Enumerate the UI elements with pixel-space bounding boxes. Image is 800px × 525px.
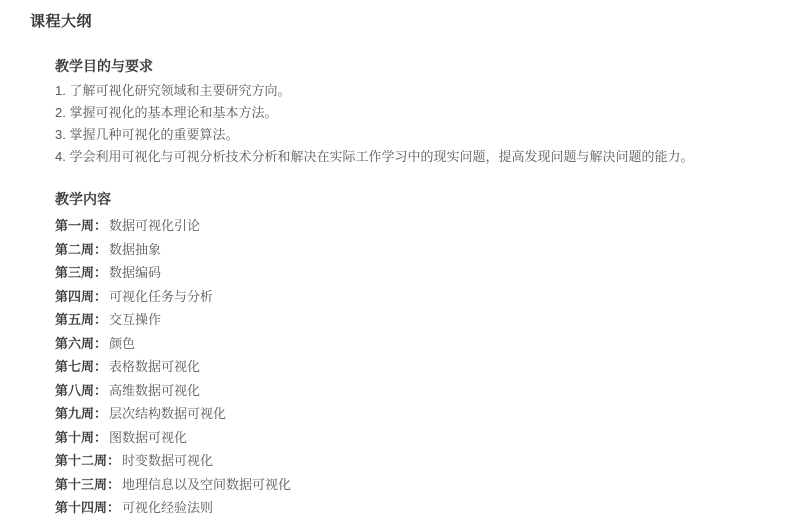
- week-label: 第十二周：: [55, 453, 121, 468]
- week-topic: 可视化经验法则: [122, 500, 214, 515]
- week-topic: 数据抽象: [109, 241, 162, 257]
- week-topic: 图数据可视化: [109, 429, 188, 445]
- week-label: 第十三周：: [55, 476, 121, 492]
- weeks-list: [55, 219, 770, 515]
- objective-item: 1. 了解可视化研究领域和主要研究方向。: [55, 83, 291, 98]
- week-row: [55, 219, 770, 233]
- week-row: [55, 290, 770, 304]
- week-label: 第四周：: [55, 288, 108, 304]
- week-label: 第三周：: [55, 265, 108, 280]
- week-row: [55, 360, 770, 374]
- week-label: 第二周：: [55, 241, 108, 257]
- week-label: 第七周：: [55, 359, 108, 374]
- week-label: 第十周：: [55, 429, 108, 445]
- week-topic: 高维数据可视化: [109, 382, 201, 398]
- week-topic: 表格数据可视化: [109, 359, 201, 374]
- week-row: [55, 501, 770, 515]
- week-label: 第十四周：: [55, 500, 121, 515]
- week-label: 第五周：: [55, 312, 108, 327]
- week-row: [55, 313, 770, 327]
- document-body: [55, 58, 770, 515]
- week-label: 第八周：: [55, 382, 108, 398]
- section-heading-objectives: 教学目的与要求: [55, 58, 153, 74]
- week-row: [55, 407, 770, 421]
- week-row: [55, 478, 770, 492]
- week-topic: 交互操作: [109, 312, 162, 327]
- objective-item: 3. 掌握几种可视化的重要算法。: [55, 127, 239, 142]
- week-row: [55, 266, 770, 280]
- page-title: 课程大纲: [30, 13, 93, 30]
- week-topic: 数据编码: [109, 265, 162, 280]
- week-topic: 数据可视化引论: [109, 218, 201, 233]
- objectives-list: [55, 80, 770, 168]
- week-row: [55, 243, 770, 257]
- week-label: 第六周：: [55, 335, 108, 351]
- objective-item: 2. 掌握可视化的基本理论和基本方法。: [55, 105, 278, 120]
- week-row: [55, 384, 770, 398]
- week-row: [55, 337, 770, 351]
- week-label: 第一周：: [55, 218, 108, 233]
- week-topic: 可视化任务与分析: [109, 288, 214, 304]
- week-topic: 颜色: [109, 335, 136, 351]
- week-topic: 层次结构数据可视化: [109, 406, 227, 421]
- week-row: [55, 431, 770, 445]
- week-row: [55, 454, 770, 468]
- objective-item: 4. 学会利用可视化与可视分析技术分析和解决在实际工作学习中的现实问题，提高发现问题与解决问题的能力。: [55, 149, 694, 164]
- section-heading-content: 教学内容: [55, 191, 111, 207]
- week-topic: 时变数据可视化: [122, 453, 214, 468]
- week-label: 第九周：: [55, 406, 108, 421]
- week-topic: 地理信息以及空间数据可视化: [122, 476, 292, 492]
